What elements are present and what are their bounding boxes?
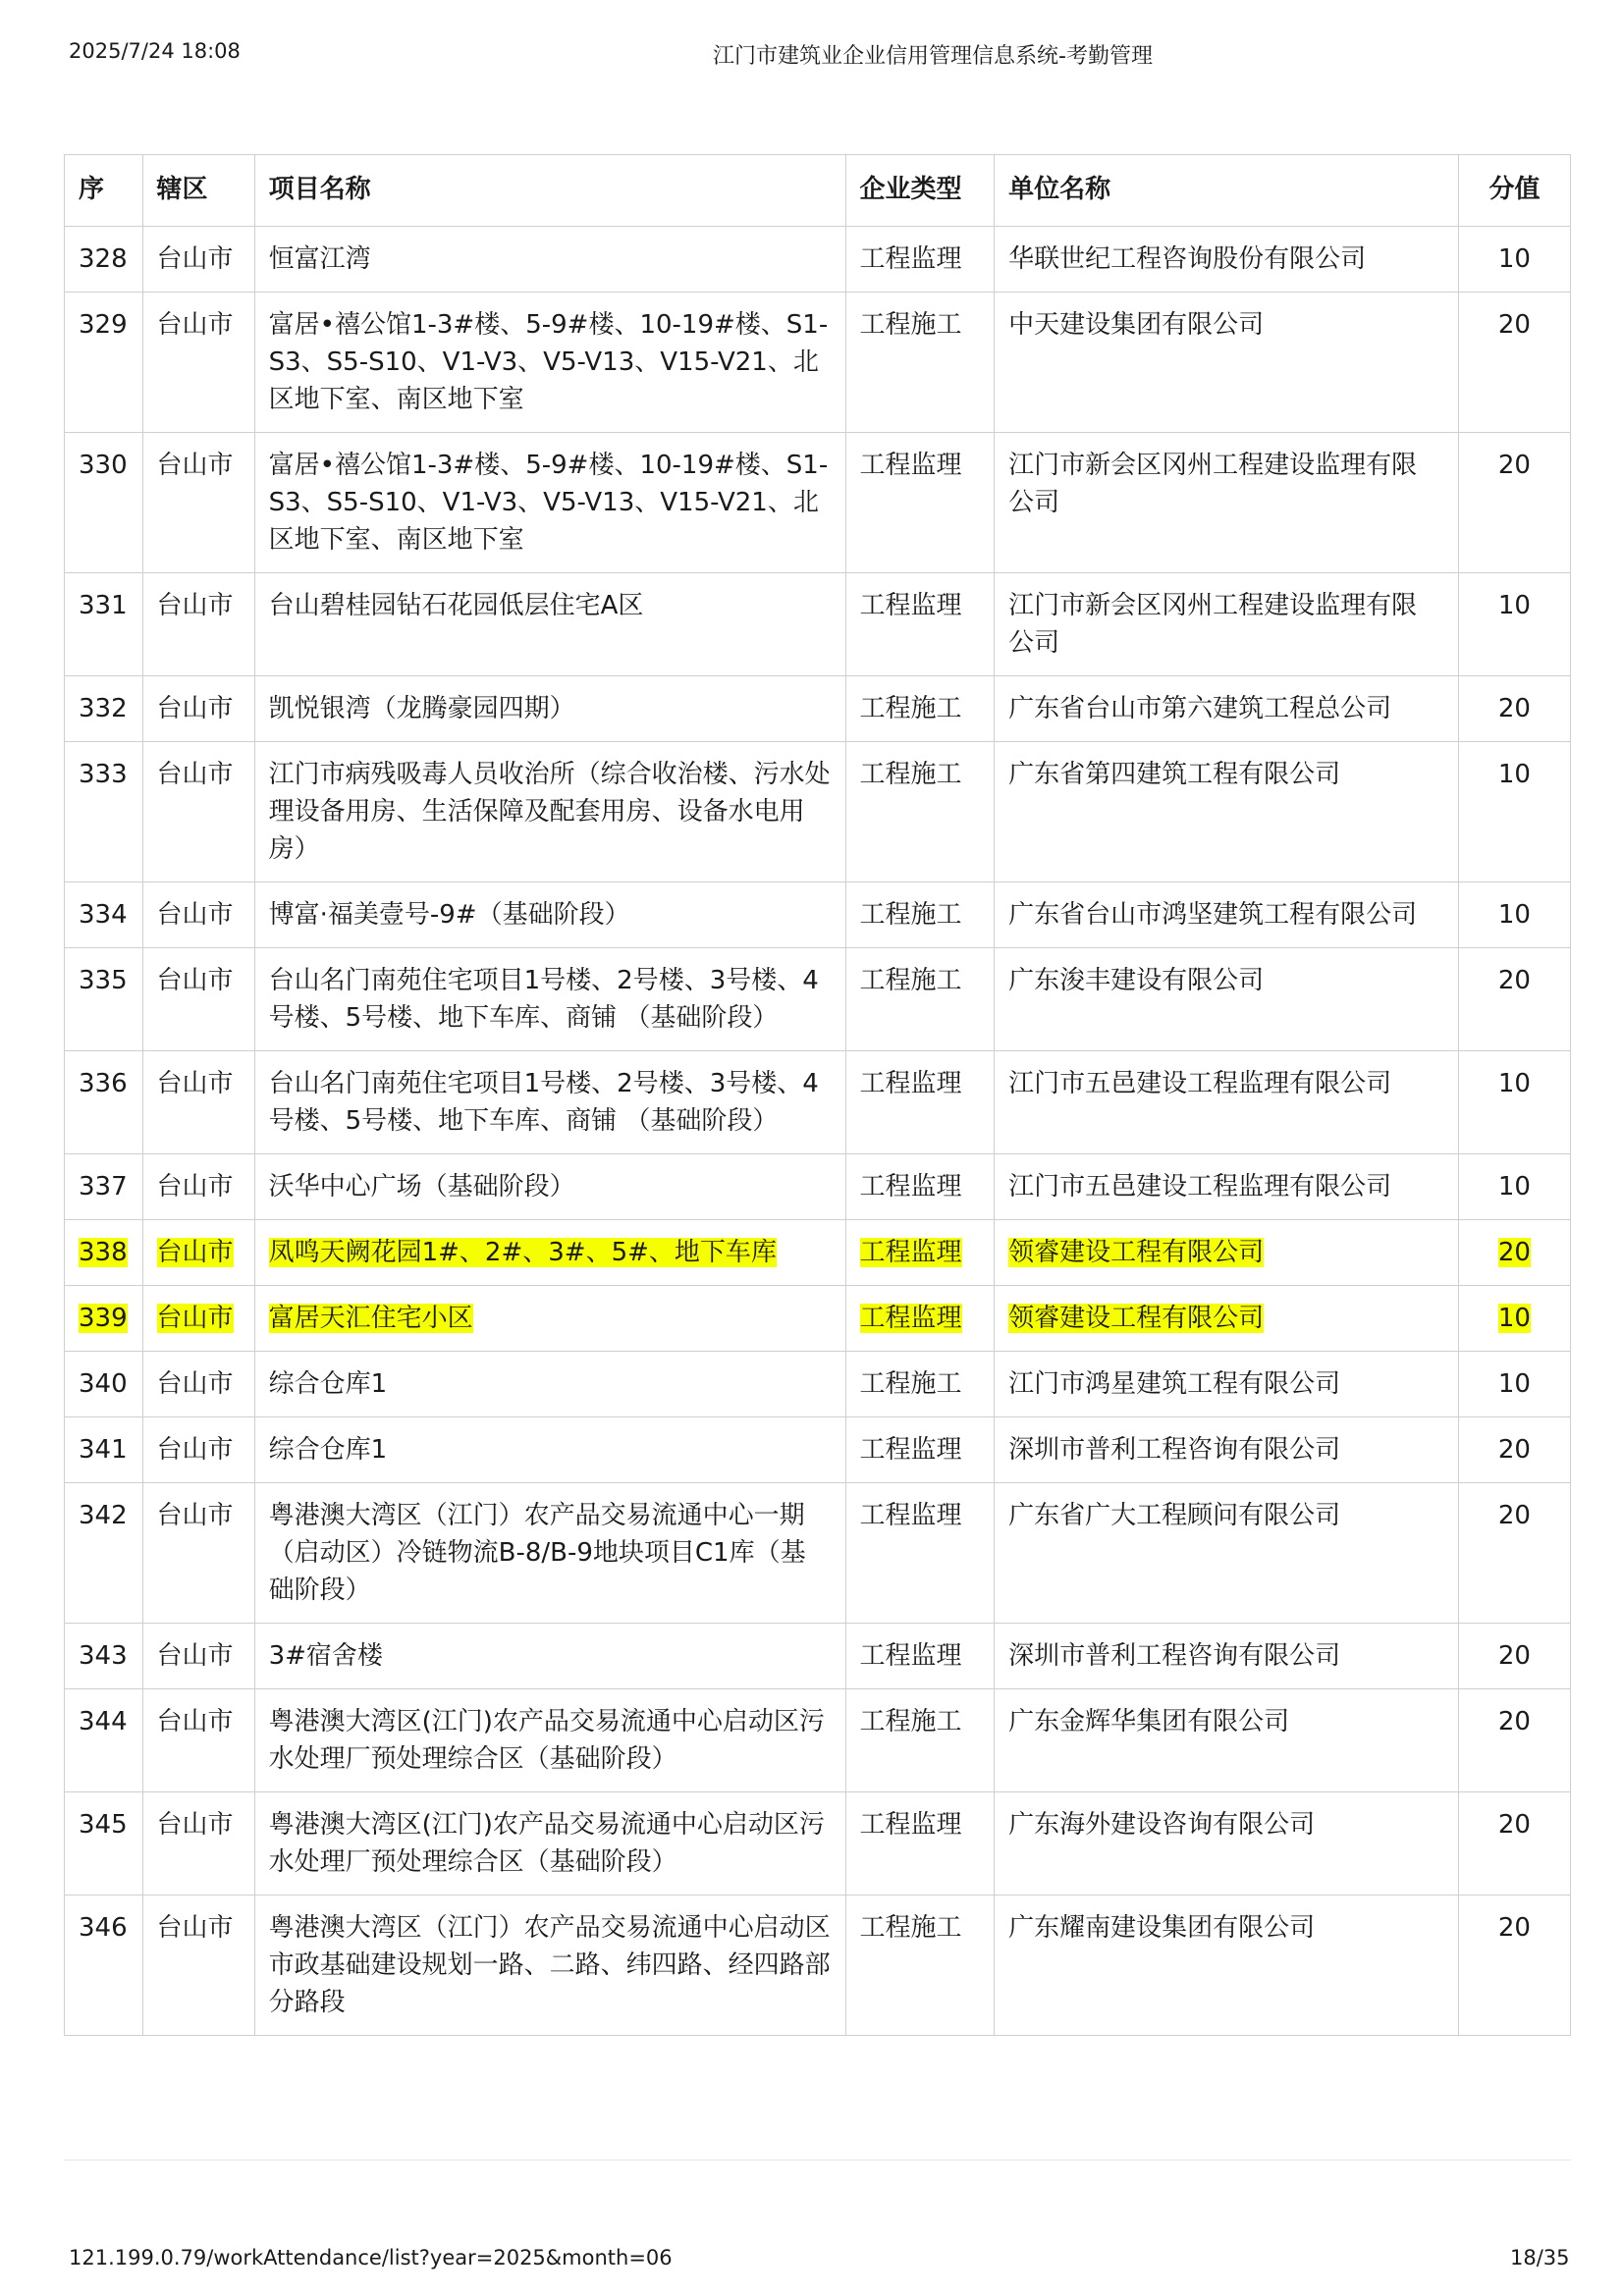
cell-type (845, 1154, 995, 1220)
table-row (65, 1624, 1571, 1689)
cell-no (65, 433, 143, 573)
cell-score (1458, 227, 1570, 293)
cell-project (254, 1154, 845, 1220)
cell-type-text: 工程施工 (859, 1913, 962, 1943)
cell-no (65, 1483, 143, 1624)
cell-no (65, 1417, 143, 1483)
cell-project-text: 凤鸣天阙花园1#、2#、3#、5#、地下车库 (268, 1238, 777, 1267)
cell-score (1458, 742, 1570, 882)
cell-project-text: 粤港澳大湾区（江门）农产品交易流通中心启动区市政基础建设规划一路、二路、纬四路、经四路部分路段 (268, 1913, 831, 2017)
cell-unit-text: 广东浚丰建设有限公司 (1008, 966, 1265, 995)
cell-type-text: 工程施工 (859, 900, 962, 930)
cell-score (1458, 1220, 1570, 1286)
page-number: 18/35 (1510, 2246, 1570, 2269)
footer-divider (64, 2160, 1571, 2161)
cell-no-text: 340 (79, 1369, 128, 1399)
cell-district (142, 1792, 254, 1896)
column-header-project: 项目名称 (254, 155, 845, 227)
cell-unit-text: 广东金辉华集团有限公司 (1008, 1707, 1290, 1736)
cell-project (254, 1220, 845, 1286)
cell-unit-text: 江门市五邑建设工程监理有限公司 (1008, 1069, 1392, 1098)
cell-no-text: 329 (79, 310, 128, 340)
cell-score-text: 20 (1497, 1810, 1531, 1840)
cell-score-text: 20 (1497, 1501, 1531, 1530)
cell-project (254, 433, 845, 573)
cell-project (254, 742, 845, 882)
cell-unit (995, 433, 1459, 573)
cell-unit-text: 广东省第四建筑工程有限公司 (1008, 760, 1341, 789)
cell-district (142, 227, 254, 293)
cell-unit-text: 广东省台山市鸿坚建筑工程有限公司 (1008, 900, 1418, 930)
cell-type-text: 工程监理 (859, 1304, 962, 1333)
table-row (65, 1286, 1571, 1352)
cell-score-text: 10 (1497, 244, 1531, 274)
page-title: 江门市建筑业企业信用管理信息系统-考勤管理 (713, 44, 1153, 69)
cell-unit-text: 深圳市普利工程咨询有限公司 (1008, 1641, 1341, 1671)
cell-type (845, 1417, 995, 1483)
cell-unit (995, 1792, 1459, 1896)
cell-type-text: 工程监理 (859, 244, 962, 274)
cell-no-text: 330 (79, 451, 128, 480)
cell-no (65, 676, 143, 742)
table-row (65, 433, 1571, 573)
cell-project-text: 恒富江湾 (268, 244, 371, 274)
cell-unit-text: 广东省广大工程顾问有限公司 (1008, 1501, 1341, 1530)
cell-score-text: 20 (1497, 1707, 1531, 1736)
cell-project (254, 948, 845, 1051)
cell-unit (995, 1689, 1459, 1792)
cell-district-text: 台山市 (156, 1435, 234, 1465)
cell-unit (995, 1417, 1459, 1483)
cell-district (142, 948, 254, 1051)
cell-project-text: 富居•禧公馆1-3#楼、5-9#楼、10-19#楼、S1-S3、S5-S10、V1-V3、V5-V13、V15-V21、北区地下室、南区地下室 (268, 310, 829, 414)
cell-type-text: 工程施工 (859, 694, 962, 723)
cell-no (65, 293, 143, 433)
cell-project (254, 676, 845, 742)
cell-type-text: 工程监理 (859, 1435, 962, 1465)
cell-type (845, 1352, 995, 1417)
cell-type-text: 工程监理 (859, 591, 962, 620)
cell-unit-text: 江门市新会区冈州工程建设监理有限公司 (1008, 591, 1418, 658)
cell-district (142, 1051, 254, 1154)
cell-score (1458, 1417, 1570, 1483)
cell-no (65, 227, 143, 293)
cell-district-text: 台山市 (156, 1304, 234, 1333)
cell-type (845, 1051, 995, 1154)
cell-score (1458, 1896, 1570, 2036)
cell-district-text: 台山市 (156, 694, 234, 723)
cell-district (142, 676, 254, 742)
cell-no (65, 1286, 143, 1352)
cell-no-text: 335 (79, 966, 128, 995)
cell-district-text: 台山市 (156, 1238, 234, 1267)
cell-type (845, 1896, 995, 2036)
cell-type (845, 1483, 995, 1624)
column-header-no: 序 (65, 155, 143, 227)
cell-unit (995, 1352, 1459, 1417)
cell-project-text: 综合仓库1 (268, 1369, 388, 1399)
cell-district-text: 台山市 (156, 1913, 234, 1943)
cell-type-text: 工程施工 (859, 310, 962, 340)
cell-unit-text: 华联世纪工程咨询股份有限公司 (1008, 244, 1367, 274)
cell-no (65, 948, 143, 1051)
table-row (65, 573, 1571, 676)
cell-district (142, 1352, 254, 1417)
cell-no (65, 742, 143, 882)
column-header-unit: 单位名称 (995, 155, 1459, 227)
cell-project (254, 882, 845, 948)
cell-no-text: 332 (79, 694, 128, 723)
cell-unit-text: 领睿建设工程有限公司 (1008, 1304, 1265, 1333)
cell-type (845, 227, 995, 293)
cell-district-text: 台山市 (156, 1501, 234, 1530)
cell-district (142, 293, 254, 433)
cell-district-text: 台山市 (156, 900, 234, 930)
cell-no (65, 1896, 143, 2036)
cell-type-text: 工程监理 (859, 1641, 962, 1671)
table-header-row (65, 155, 1571, 227)
table-row (65, 1417, 1571, 1483)
cell-no (65, 1051, 143, 1154)
table-row (65, 227, 1571, 293)
cell-score (1458, 882, 1570, 948)
cell-district (142, 1417, 254, 1483)
cell-score (1458, 1352, 1570, 1417)
cell-type (845, 433, 995, 573)
cell-type (845, 1624, 995, 1689)
cell-project-text: 粤港澳大湾区(江门)农产品交易流通中心启动区污水处理厂预处理综合区（基础阶段） (268, 1810, 825, 1877)
cell-score-text: 20 (1497, 451, 1531, 480)
column-header-score: 分值 (1458, 155, 1570, 227)
cell-score-text: 20 (1497, 1641, 1531, 1671)
cell-project-text: 台山名门南苑住宅项目1号楼、2号楼、3号楼、4号楼、5号楼、地下车库、商铺 （基础阶段） (268, 966, 819, 1033)
cell-project (254, 1483, 845, 1624)
cell-no (65, 1352, 143, 1417)
cell-unit-text: 江门市五邑建设工程监理有限公司 (1008, 1172, 1392, 1201)
cell-no-text: 345 (79, 1810, 128, 1840)
cell-type-text: 工程监理 (859, 1069, 962, 1098)
cell-type-text: 工程监理 (859, 1501, 962, 1530)
cell-unit (995, 1154, 1459, 1220)
cell-type (845, 742, 995, 882)
cell-district (142, 1220, 254, 1286)
cell-district-text: 台山市 (156, 760, 234, 789)
cell-type-text: 工程施工 (859, 760, 962, 789)
cell-type (845, 948, 995, 1051)
cell-project (254, 1417, 845, 1483)
cell-district-text: 台山市 (156, 451, 234, 480)
cell-unit (995, 1896, 1459, 2036)
cell-type-text: 工程监理 (859, 1810, 962, 1840)
cell-project-text: 3#宿舍楼 (268, 1641, 383, 1671)
table-row (65, 1792, 1571, 1896)
cell-project-text: 江门市病残吸毒人员收治所（综合收治楼、污水处理设备用房、生活保障及配套用房、设备水电用房） (268, 760, 831, 864)
cell-no-text: 331 (79, 591, 128, 620)
cell-score (1458, 1483, 1570, 1624)
cell-no-text: 334 (79, 900, 128, 930)
table-row (65, 882, 1571, 948)
cell-unit-text: 领睿建设工程有限公司 (1008, 1238, 1265, 1267)
cell-district (142, 742, 254, 882)
cell-score (1458, 1051, 1570, 1154)
table-row (65, 676, 1571, 742)
cell-district (142, 433, 254, 573)
table-row (65, 1483, 1571, 1624)
cell-score-text: 10 (1497, 1304, 1531, 1333)
cell-district (142, 573, 254, 676)
table-row (65, 1896, 1571, 2036)
cell-project-text: 富居•禧公馆1-3#楼、5-9#楼、10-19#楼、S1-S3、S5-S10、V1-V3、V5-V13、V15-V21、北区地下室、南区地下室 (268, 451, 829, 555)
cell-district-text: 台山市 (156, 966, 234, 995)
cell-type (845, 882, 995, 948)
cell-project-text: 粤港澳大湾区（江门）农产品交易流通中心一期（启动区）冷链物流B-8/B-9地块项目C1库（基础阶段） (268, 1501, 806, 1605)
cell-unit (995, 1483, 1459, 1624)
cell-project-text: 凯悦银湾（龙腾豪园四期） (268, 694, 575, 723)
cell-unit (995, 227, 1459, 293)
cell-no-text: 337 (79, 1172, 128, 1201)
cell-type (845, 573, 995, 676)
cell-unit (995, 1286, 1459, 1352)
cell-project (254, 1689, 845, 1792)
cell-project-text: 富居天汇住宅小区 (268, 1304, 473, 1333)
cell-project (254, 1051, 845, 1154)
cell-unit-text: 广东耀南建设集团有限公司 (1008, 1913, 1316, 1943)
cell-unit (995, 742, 1459, 882)
cell-type-text: 工程监理 (859, 1172, 962, 1201)
cell-district (142, 1896, 254, 2036)
cell-score-text: 10 (1497, 760, 1531, 789)
cell-unit-text: 广东海外建设咨询有限公司 (1008, 1810, 1316, 1840)
column-header-type: 企业类型 (845, 155, 995, 227)
cell-district-text: 台山市 (156, 1810, 234, 1840)
cell-district (142, 882, 254, 948)
cell-project-text: 综合仓库1 (268, 1435, 388, 1465)
cell-score (1458, 1154, 1570, 1220)
table-row (65, 948, 1571, 1051)
cell-type (845, 1220, 995, 1286)
print-datetime: 2025/7/24 18:08 (69, 39, 241, 63)
cell-project (254, 573, 845, 676)
cell-project-text: 沃华中心广场（基础阶段） (268, 1172, 575, 1201)
cell-score (1458, 573, 1570, 676)
cell-district-text: 台山市 (156, 244, 234, 274)
table-row (65, 742, 1571, 882)
cell-unit (995, 1220, 1459, 1286)
attendance-table (64, 154, 1571, 2036)
cell-unit (995, 293, 1459, 433)
cell-score (1458, 1624, 1570, 1689)
table-row (65, 1352, 1571, 1417)
cell-type (845, 1689, 995, 1792)
cell-project (254, 1286, 845, 1352)
cell-score-text: 10 (1497, 1069, 1531, 1098)
cell-no-text: 328 (79, 244, 128, 274)
table-row (65, 1154, 1571, 1220)
cell-score (1458, 433, 1570, 573)
cell-no-text: 336 (79, 1069, 128, 1098)
cell-district (142, 1624, 254, 1689)
cell-no (65, 1792, 143, 1896)
cell-score-text: 10 (1497, 1369, 1531, 1399)
cell-unit-text: 广东省台山市第六建筑工程总公司 (1008, 694, 1392, 723)
cell-type-text: 工程施工 (859, 1707, 962, 1736)
table-row (65, 1689, 1571, 1792)
cell-project-text: 台山名门南苑住宅项目1号楼、2号楼、3号楼、4号楼、5号楼、地下车库、商铺 （基础阶段） (268, 1069, 819, 1136)
cell-no (65, 882, 143, 948)
cell-district (142, 1689, 254, 1792)
cell-unit (995, 573, 1459, 676)
cell-no-text: 339 (79, 1304, 128, 1333)
cell-project (254, 293, 845, 433)
cell-no-text: 342 (79, 1501, 128, 1530)
cell-score (1458, 948, 1570, 1051)
cell-no (65, 1154, 143, 1220)
cell-type (845, 293, 995, 433)
cell-project (254, 1624, 845, 1689)
cell-score (1458, 293, 1570, 433)
cell-type-text: 工程监理 (859, 1238, 962, 1267)
cell-no (65, 1689, 143, 1792)
cell-score-text: 10 (1497, 1172, 1531, 1201)
cell-type-text: 工程施工 (859, 966, 962, 995)
cell-unit (995, 1624, 1459, 1689)
cell-type-text: 工程施工 (859, 1369, 962, 1399)
cell-no (65, 573, 143, 676)
cell-project (254, 227, 845, 293)
cell-project-text: 粤港澳大湾区(江门)农产品交易流通中心启动区污水处理厂预处理综合区（基础阶段） (268, 1707, 825, 1774)
cell-score (1458, 1792, 1570, 1896)
cell-project-text: 台山碧桂园钻石花园低层住宅A区 (268, 591, 644, 620)
cell-district (142, 1483, 254, 1624)
cell-score (1458, 1689, 1570, 1792)
cell-unit-text: 江门市新会区冈州工程建设监理有限公司 (1008, 451, 1418, 517)
column-header-district: 辖区 (142, 155, 254, 227)
cell-score-text: 10 (1497, 591, 1531, 620)
cell-district-text: 台山市 (156, 310, 234, 340)
cell-no (65, 1220, 143, 1286)
cell-score-text: 20 (1497, 694, 1531, 723)
cell-project (254, 1896, 845, 2036)
cell-no-text: 343 (79, 1641, 128, 1671)
table-row (65, 1220, 1571, 1286)
cell-score (1458, 676, 1570, 742)
cell-project (254, 1792, 845, 1896)
table-row (65, 1051, 1571, 1154)
cell-unit (995, 676, 1459, 742)
table-body (65, 227, 1571, 2036)
cell-score-text: 20 (1497, 966, 1531, 995)
cell-project (254, 1352, 845, 1417)
cell-district-text: 台山市 (156, 1707, 234, 1736)
page-url: 121.199.0.79/workAttendance/list?year=2025&month=06 (69, 2246, 673, 2269)
cell-type-text: 工程监理 (859, 451, 962, 480)
cell-no-text: 333 (79, 760, 128, 789)
cell-district-text: 台山市 (156, 1172, 234, 1201)
cell-no-text: 344 (79, 1707, 128, 1736)
cell-project-text: 博富·福美壹号-9#（基础阶段） (268, 900, 630, 930)
cell-unit-text: 江门市鸿星建筑工程有限公司 (1008, 1369, 1341, 1399)
cell-district-text: 台山市 (156, 1369, 234, 1399)
cell-district-text: 台山市 (156, 591, 234, 620)
cell-score-text: 20 (1497, 1435, 1531, 1465)
cell-district (142, 1154, 254, 1220)
cell-score-text: 20 (1497, 1238, 1531, 1267)
cell-type (845, 1286, 995, 1352)
cell-type (845, 1792, 995, 1896)
cell-no (65, 1624, 143, 1689)
cell-score-text: 20 (1497, 1913, 1531, 1943)
cell-no-text: 341 (79, 1435, 128, 1465)
table-row (65, 293, 1571, 433)
cell-district-text: 台山市 (156, 1641, 234, 1671)
cell-score-text: 10 (1497, 900, 1531, 930)
cell-district (142, 1286, 254, 1352)
cell-unit (995, 1051, 1459, 1154)
cell-unit (995, 948, 1459, 1051)
cell-district-text: 台山市 (156, 1069, 234, 1098)
cell-score-text: 20 (1497, 310, 1531, 340)
cell-unit (995, 882, 1459, 948)
cell-type (845, 676, 995, 742)
cell-unit-text: 深圳市普利工程咨询有限公司 (1008, 1435, 1341, 1465)
cell-no-text: 346 (79, 1913, 128, 1943)
cell-no-text: 338 (79, 1238, 128, 1267)
cell-score (1458, 1286, 1570, 1352)
cell-unit-text: 中天建设集团有限公司 (1008, 310, 1265, 340)
